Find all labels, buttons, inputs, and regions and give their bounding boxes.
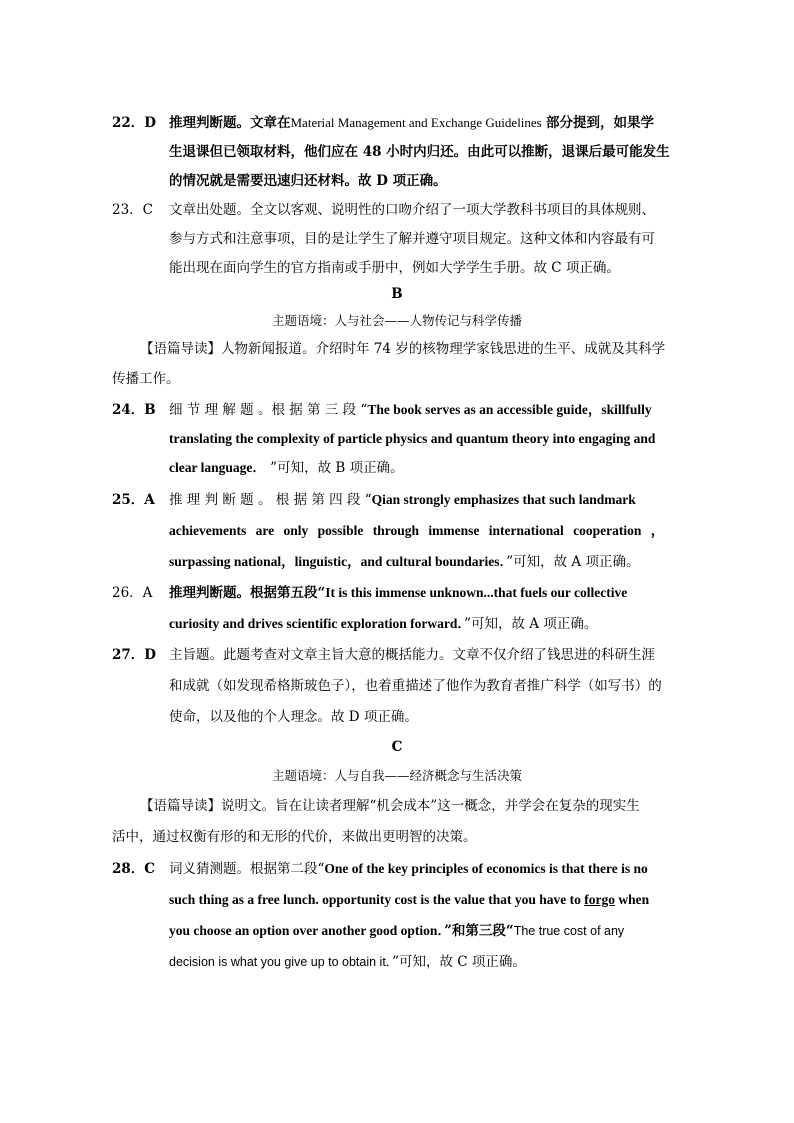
- section-b-heading: B: [391, 286, 403, 302]
- q23-line-1: 文章出处题。全文以客观、说明性的口吻介绍了一项大学教科书项目的具体规则、: [169, 202, 655, 218]
- q26-line-2: curiosity and drives scientific exploration forward．”可知，故 A 项正确。: [169, 616, 598, 632]
- section-b-guide-line-1: 【语篇导读】人物新闻报道。介绍时年 74 岁的核物理学家钱思进的生平、成就及其科学: [140, 341, 666, 357]
- q25-number: 25．A: [112, 492, 155, 508]
- q26-line-1: 推理判断题。根据第五段“It is this immense unknown...that fuels our collective: [169, 585, 628, 601]
- q25-line-2: achievements are only possible through immense international cooperation ，: [169, 523, 665, 538]
- q22-line-1: 推理判断题。文章在Material Management and Exchange Guidelines 部分提到，如果学: [169, 115, 655, 131]
- section-b-theme: 主题语境：人与社会——人物传记与科学传播: [271, 313, 522, 328]
- q24-line-1: 细 节 理 解 题 。根 据 第 三 段 “The book serves as an accessible guide，skillfully: [169, 402, 652, 418]
- q22-line-3: 的情况就是需要迅速归还材料。故 D 项正确。: [169, 173, 447, 189]
- q23-number: 23．C: [112, 202, 154, 218]
- q28-line-4: decision is what you give up to obtain it．”可知，故 C 项正确。: [169, 954, 526, 970]
- q28-line-2: such thing as a free lunch. opportunity cost is the value that you have to forgo when: [169, 892, 650, 907]
- q27-number: 27．D: [112, 647, 156, 663]
- q22-line-2: 生退课但已领取材料，他们应在 48 小时内归还。由此可以推断，退课后最可能发生: [169, 144, 670, 160]
- section-c-theme: 主题语境：人与自我——经济概念与生活决策: [271, 768, 522, 783]
- q28-line-1: 词义猜测题。根据第二段“One of the key principles of economics is that there is no: [169, 861, 648, 877]
- section-c-guide-line-1: 【语篇导读】说明文。旨在让读者理解“机会成本”这一概念，并学会在复杂的现实生: [140, 798, 640, 814]
- underlined-word-forgo: forgo: [584, 892, 616, 907]
- q28-number: 28．C: [112, 861, 156, 877]
- q27-line-1: 主旨题。此题考查对文章主旨大意的概括能力。文章不仅介绍了钱思进的科研生涯: [169, 647, 655, 663]
- q27-line-3: 使命，以及他的个人理念。故 D 项正确。: [169, 709, 418, 725]
- q23-line-2: 参与方式和注意事项，目的是让学生了解并遵守项目规定。这种文体和内容最有可: [169, 231, 655, 247]
- q25-line-1: 推 理 判 断 题 。 根 据 第 四 段 “Qian strongly emphasizes that such landmark: [169, 492, 636, 508]
- q24-line-2: translating the complexity of particle physics and quantum theory into engaging and: [169, 431, 656, 446]
- q28-line-3: you choose an option over another good option．”和第三段“The true cost of any: [169, 923, 625, 939]
- q24-line-3: clear language． ”可知，故 B 项正确。: [169, 460, 404, 476]
- q22-number: 22．D: [112, 115, 156, 131]
- q25-line-3: surpassing national，linguistic，and cultural boundaries．”可知，故 A 项正确。: [169, 554, 640, 570]
- q23-line-3: 能出现在面向学生的官方指南或手册中，例如大学学生手册。故 C 项正确。: [169, 260, 620, 276]
- section-c-guide-line-2: 活中，通过权衡有形的和无形的代价，来做出更明智的决策。: [112, 829, 477, 845]
- section-b-guide-line-2: 传播工作。: [112, 371, 180, 387]
- q24-number: 24．B: [112, 402, 156, 418]
- q26-number: 26．A: [112, 585, 153, 601]
- section-c-heading: C: [391, 739, 403, 755]
- q27-line-2: 和成就（如发现希格斯玻色子），也着重描述了他作为教育者推广科学（如写书）的: [169, 678, 662, 694]
